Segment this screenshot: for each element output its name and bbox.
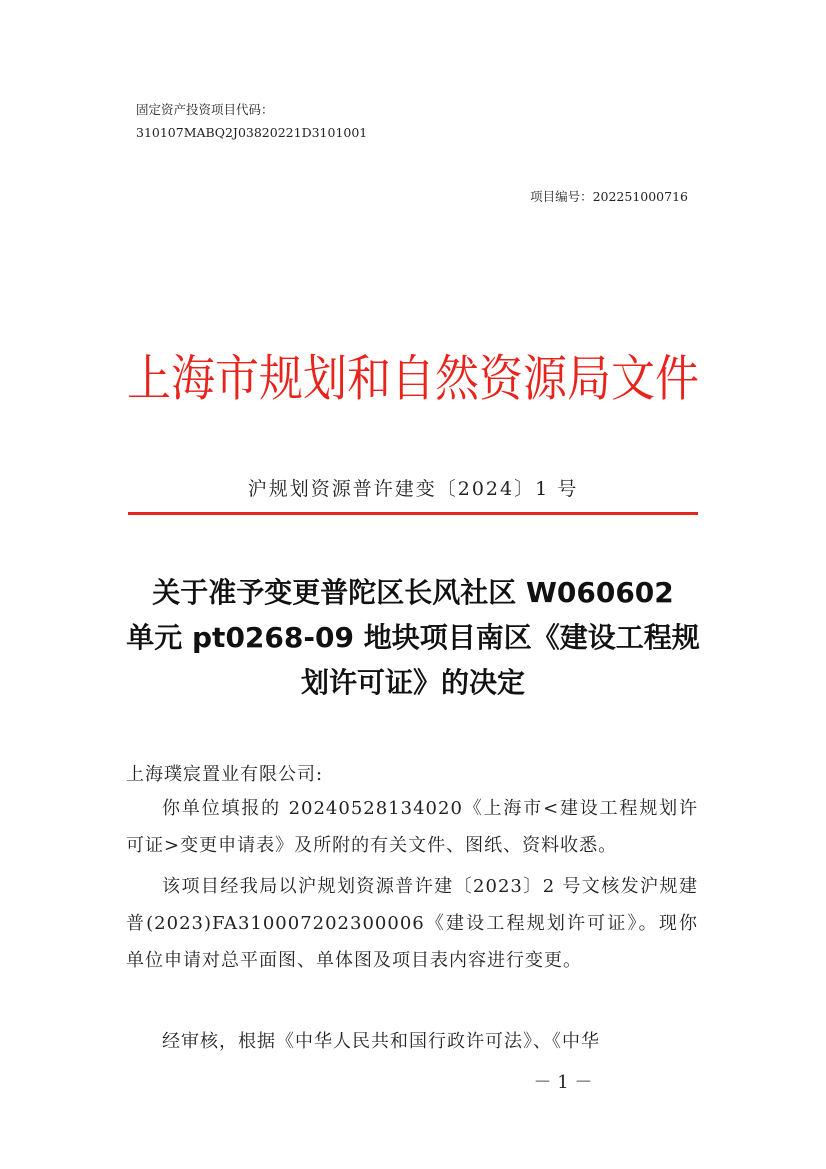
title-line-1: 关于准予变更普陀区长风社区 W060602 [152,576,674,609]
paragraph-2: 该项目经我局以沪规划资源普许建〔2023〕2 号文核发沪规建普(2023)FA310007202300006《建设工程规划许可证》。现你单位申请对总平面图、单体图及项目表内容进行变更。 [126,876,698,971]
document-number: 沪规划资源普许建变〔2024〕1 号 [247,478,579,500]
paragraph-1: 你单位填报的 20240528134020《上海市<建设工程规划许可证>变更申请表》及所附的有关文件、图纸、资料收悉。 [126,798,698,856]
issuer-header: 上海市规划和自然资源局文件 [127,350,699,408]
red-divider [128,512,698,515]
investment-code-value: 310107MABQ2J03820221D3101001 [136,125,368,140]
title-line-3: 划许可证》的决定 [300,666,525,699]
title-line-2: 单元 pt0268-09 地块项目南区《建设工程规 [126,621,700,654]
page-number: － 1 － [533,1072,593,1093]
investment-code-label: 固定资产投资项目代码： [136,102,274,117]
salutation: 上海璞宸置业有限公司: [126,764,324,785]
paragraph-3: 经审核，根据《中华人民共和国行政许可法》、《中华 [162,1031,600,1052]
document-title [110,570,716,705]
project-number: 项目编号：202251000716 [530,189,688,204]
